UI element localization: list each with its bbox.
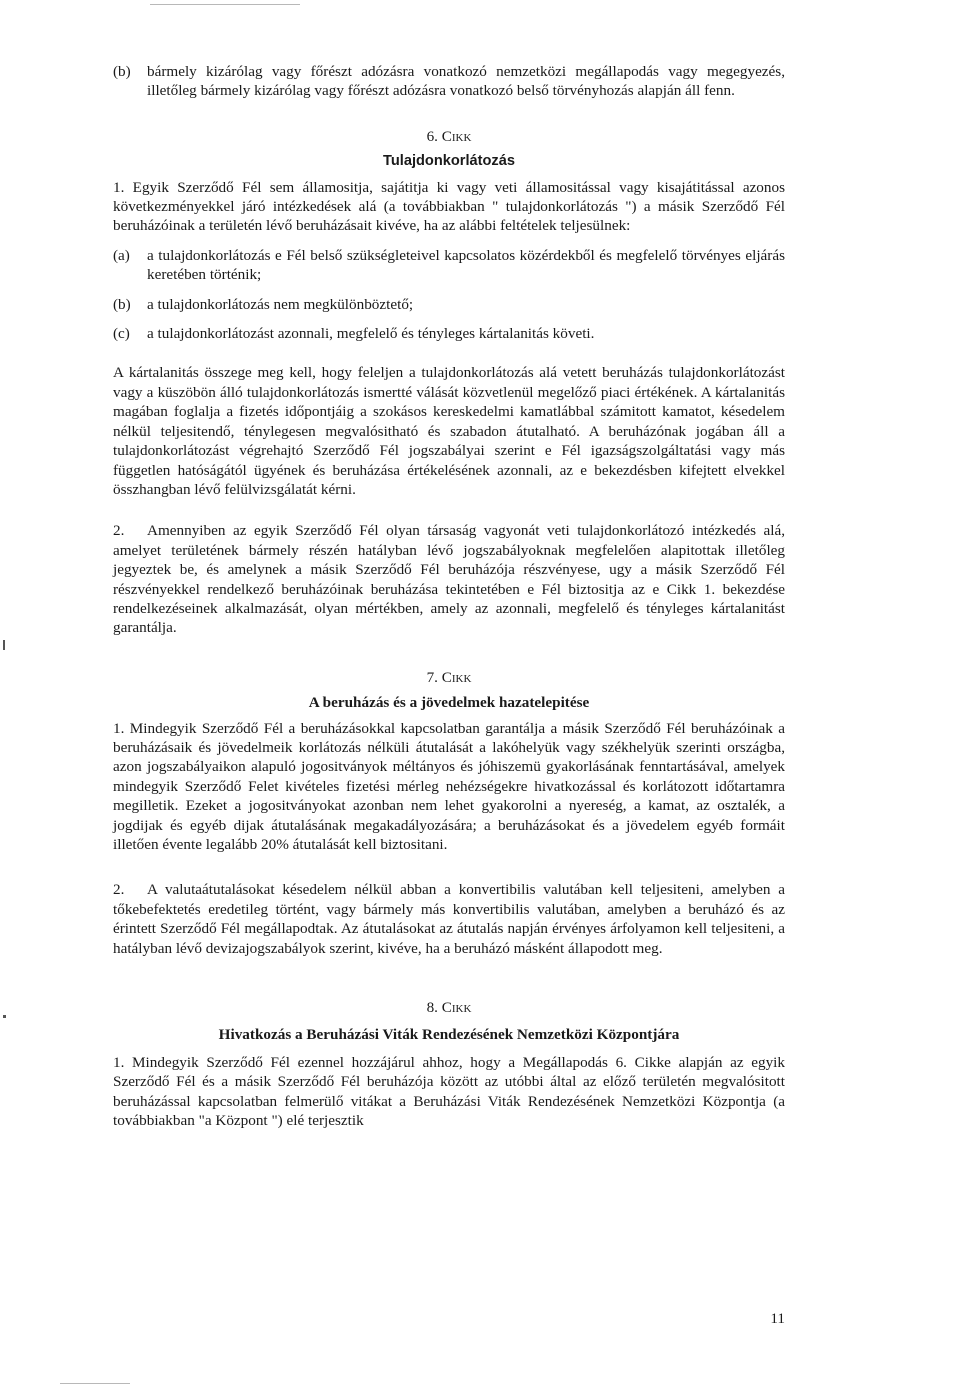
scan-artifact-top	[150, 4, 300, 5]
condition-label: (b)	[113, 295, 131, 313]
article-6-compensation-paragraph: A kártalanitás összege meg kell, hogy feleljen a tulajdonkorlátozás alá vetett beruházás tulajdonkorlátozást vagy a küszöbön álló tulajdonkorlátozás ismertté válását közvetlenül megelőző piaci értékének. A kártalanitás magában foglalja a fizetés időpontjáig a szokásos kereskedelmi kamatlábbal számitott kamatot, késedelem nélkül teljesitendő, ténylegesen megvalósitható és szabadon átutalható. A beruházónak jogában áll a tulajdonkorlátozást végrehajtó Szerződő Fél jogszabályai szerint e Fél igazságszolgáltatási vagy más független hatóságától ügyének és beruházása értékelésének azonnali, az e bekezdésben kifejtett elvekkel összhangban lévő felülvizsgálatát kérni.	[113, 364, 785, 498]
paragraph-number: 2.	[113, 522, 125, 540]
article-8-paragraph-1: 1. Mindegyik Szerződő Fél ezennel hozzájárul ahhoz, hogy a Megállapodás 6. Cikke alapján az egyik Szerződő Fél és a másik Szerződő Fél beruházója között az utóbbi által az előző területén megvalósitott beruházással kapcsolatban felmerülő vitákat a Beruházási Viták Rendezésének Nemzetközi Központja (a továbbiakban "a Központ ") elé terjesztik	[113, 1053, 785, 1130]
paragraph-text: Amennyiben az egyik Szerződő Fél olyan társaság vagyonát veti tulajdonkorlátozó intézkedés alá, amelyet területének bármely részén hatályban lévő jogszabályoknak megfelelően alapitottak illetőleg jegyeztek be, és amelynek a másik Szerződő Fél beruházója részvényese, ugy a másik Szerződő Fél részvényekkel rendelkező beruházóinak beruházása tekintetében e Fél biztositja az e Cikk 1. bekezdése rendelkezéseinek alkalmazását, olyan mértékben, amely az azonnali, megfelelő és tényleges kártalanitást garantálja.	[113, 522, 785, 637]
article-8-title: Hivatkozás a Beruházási Viták Rendezésének Nemzetközi Központjára	[218, 1026, 680, 1044]
article-7-number: 7. Cikk	[426, 668, 472, 686]
document-page	[113, 62, 785, 1130]
article-8-number: 8. Cikk	[426, 999, 472, 1017]
condition-label: (a)	[113, 246, 130, 264]
item-text: bármely kizárólag vagy főrészt adózásra vonatkozó nemzetközi megállapodás vagy megegyezés, illetőleg bármely kizárólag vagy főrészt adózásra vonatkozó belső törvényhozás alapján áll fenn.	[147, 63, 785, 100]
condition-b	[113, 295, 785, 314]
list-item-b	[113, 62, 785, 101]
scan-artifact-bottom	[60, 1383, 130, 1384]
article-7-title: A beruházás és a jövedelmek hazatelepitése	[308, 694, 590, 712]
article-6-number: 6. Cikk	[426, 127, 472, 145]
page-number: 11	[770, 1310, 785, 1327]
paragraph-number: 2.	[113, 881, 125, 899]
condition-text: a tulajdonkorlátozást azonnali, megfelelő és tényleges kártalanitás követi.	[147, 325, 595, 343]
condition-a	[113, 246, 785, 285]
condition-c	[113, 324, 785, 343]
item-label: (b)	[113, 63, 131, 80]
article-7-paragraph-2	[113, 880, 785, 958]
article-6-paragraph-1: 1. Egyik Szerződő Fél sem államositja, sajátitja ki vagy veti államositással vagy kisajátitással azonos következményekkel járó intézkedések alá (a továbbiakban " tulajdonkorlátozás ") a másik Szerződő Fél beruházóinak a területén lévő beruházásait kivéve, ha az alábbi feltételek teljesülnek:	[113, 178, 785, 235]
condition-text: a tulajdonkorlátozás nem megkülönböztető;	[147, 295, 414, 313]
article-7-paragraph-1: 1. Mindegyik Szerződő Fél a beruházásokkal kapcsolatban garantálja a másik Szerződő Fél beruházóinak a beruházásaik és jövedelmeik korlátozás nélküli átutalását a lakóhelyük vagy székhelyük szerinti országba, azon jogszabályaikon alapuló jogositványok méltányos és jóhiszemü gyakorlásának fenntartásával, amelyek mindegyik Szerződő Felet kivételes fizetési mérleg nehézségekre hivatkozással és korlátozott időtartamra megilletik. Ezeket a jogositványokat azonban nem lehet gyakorolni a nyereség, a kamat, az osztalék, a jogdijak és egyéb dijak átutalásának megakadályozására; a beruházásokat és a jövedelem egyéb formáit illetően évente legalább 20% átutalását kell biztositani.	[113, 719, 785, 853]
article-6-paragraph-2	[113, 521, 785, 637]
scan-artifact-margin-mark	[3, 640, 5, 650]
paragraph-text: A valutaátutalásokat késedelem nélkül abban a konvertibilis valutában kell teljesiteni, amelyben a tőkebefektetés eredetileg történt, vagy bármely más konvertibilis valutában, amelyben a beruházó és az érintett Szerződő Fél megállapodtak. Az átutalásokat az átutalás napján érvényes árfolyamon kell teljesiteni, a hatályban lévő devizajogszabályok szerint, kivéve, ha a beruházó másként állapodott meg.	[113, 881, 785, 957]
article-6-title: Tulajdonkorlátozás	[383, 153, 515, 170]
condition-label: (c)	[113, 325, 130, 343]
condition-text: a tulajdonkorlátozás e Fél belső szükségleteivel kapcsolatos közérdekből és megfelelő törvényes eljárás keretében történik;	[147, 246, 785, 284]
scan-artifact-dot	[3, 1015, 6, 1018]
